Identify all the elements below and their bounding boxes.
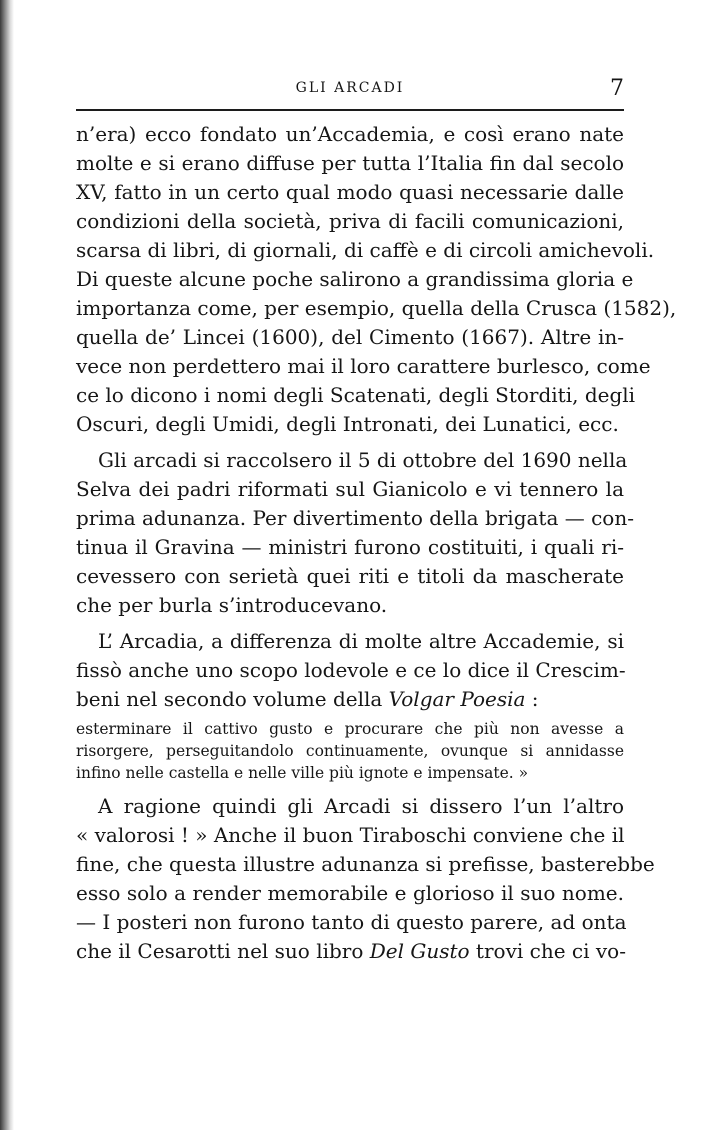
header-rule <box>76 109 624 111</box>
text-line: fine, che questa illustre adunanza si prefisse, basterebbe <box>76 852 655 876</box>
text-line: tinua il Gravina — ministri furono costituiti, i quali ri- <box>76 535 624 559</box>
text-run: beni nel secondo volume della <box>76 687 389 711</box>
text-line: fissò anche uno scopo lodevole e ce lo dice il Crescim- <box>76 658 626 682</box>
text-line: molte e si erano diffuse per tutta l’Italia fin dal secolo <box>76 151 624 175</box>
text-line: Di queste alcune poche salirono a grandissima gloria e <box>76 267 634 291</box>
text-line: ce lo dicono i nomi degli Scatenati, degli Storditi, degli <box>76 383 636 407</box>
text-line <box>76 937 624 966</box>
text-line: L’ Arcadia, a differenza di molte altre Accademie, si <box>98 629 624 653</box>
text-line: n’era) ecco fondato un’Accademia, e così erano nate <box>76 122 624 146</box>
text-line: XV, fatto in un certo qual modo quasi necessarie dalle <box>76 180 624 204</box>
quote-line: esterminare il cattivo gusto e procurare che più non avesse a <box>76 720 624 738</box>
text-line: condizioni della società, priva di facili comunicazioni, <box>76 209 624 233</box>
text-line: importanza come, per esempio, quella della Crusca (1582), <box>76 296 677 320</box>
running-header <box>76 76 624 104</box>
text-line: Selva dei padri riformati sul Gianicolo e vi tennero la <box>76 477 624 501</box>
running-title: GLI ARCADI <box>295 80 405 96</box>
book-title: Del Gusto <box>369 939 470 963</box>
body-text <box>76 120 677 966</box>
text-line: quella de’ Lincei (1600), del Cimento (1667). Altre in- <box>76 325 624 349</box>
text-line: che per burla s’introducevano. <box>76 593 388 617</box>
text-line: vece non perdettero mai il loro carattere burlesco, come <box>76 354 651 378</box>
text-line: A ragione quindi gli Arcadi si dissero l’un l’altro <box>98 794 624 818</box>
page-binding-edge <box>0 0 14 1130</box>
book-title: Volgar Poesia <box>388 687 526 711</box>
block-quote <box>76 718 624 784</box>
text-line: cevessero con serietà quei riti e titoli da mascherate <box>76 564 624 588</box>
quote-line: risorgere, perseguitandolo continuamente, ovunque si annidasse <box>76 742 624 760</box>
paragraph-4 <box>76 792 655 966</box>
text-line: Gli arcadi si raccolsero il 5 di ottobre del 1690 nella <box>98 448 628 472</box>
text-line: Oscuri, degli Umidi, degli Intronati, dei Lunatici, ecc. <box>76 412 619 436</box>
text-line <box>76 685 624 714</box>
text-line: esso solo a render memorabile e glorioso il suo nome. <box>76 881 624 905</box>
text-run: : <box>525 687 539 711</box>
paragraph-2 <box>76 446 634 620</box>
paragraph-3 <box>76 627 624 714</box>
page-number: 7 <box>610 76 624 101</box>
paragraph-1 <box>76 120 677 439</box>
text-run: che il Cesarotti nel suo libro <box>76 939 370 963</box>
text-run: trovi che ci vo- <box>469 939 626 963</box>
text-line: — I posteri non furono tanto di questo parere, ad onta <box>76 910 627 934</box>
text-line: prima adunanza. Per divertimento della brigata — con- <box>76 506 634 530</box>
text-line: scarsa di libri, di giornali, di caffè e di circoli amichevoli. <box>76 238 655 262</box>
quote-line: infino nelle castella e nelle ville più ignote e impensate. » <box>76 764 529 782</box>
text-line: « valorosi ! » Anche il buon Tiraboschi conviene che il <box>76 823 625 847</box>
